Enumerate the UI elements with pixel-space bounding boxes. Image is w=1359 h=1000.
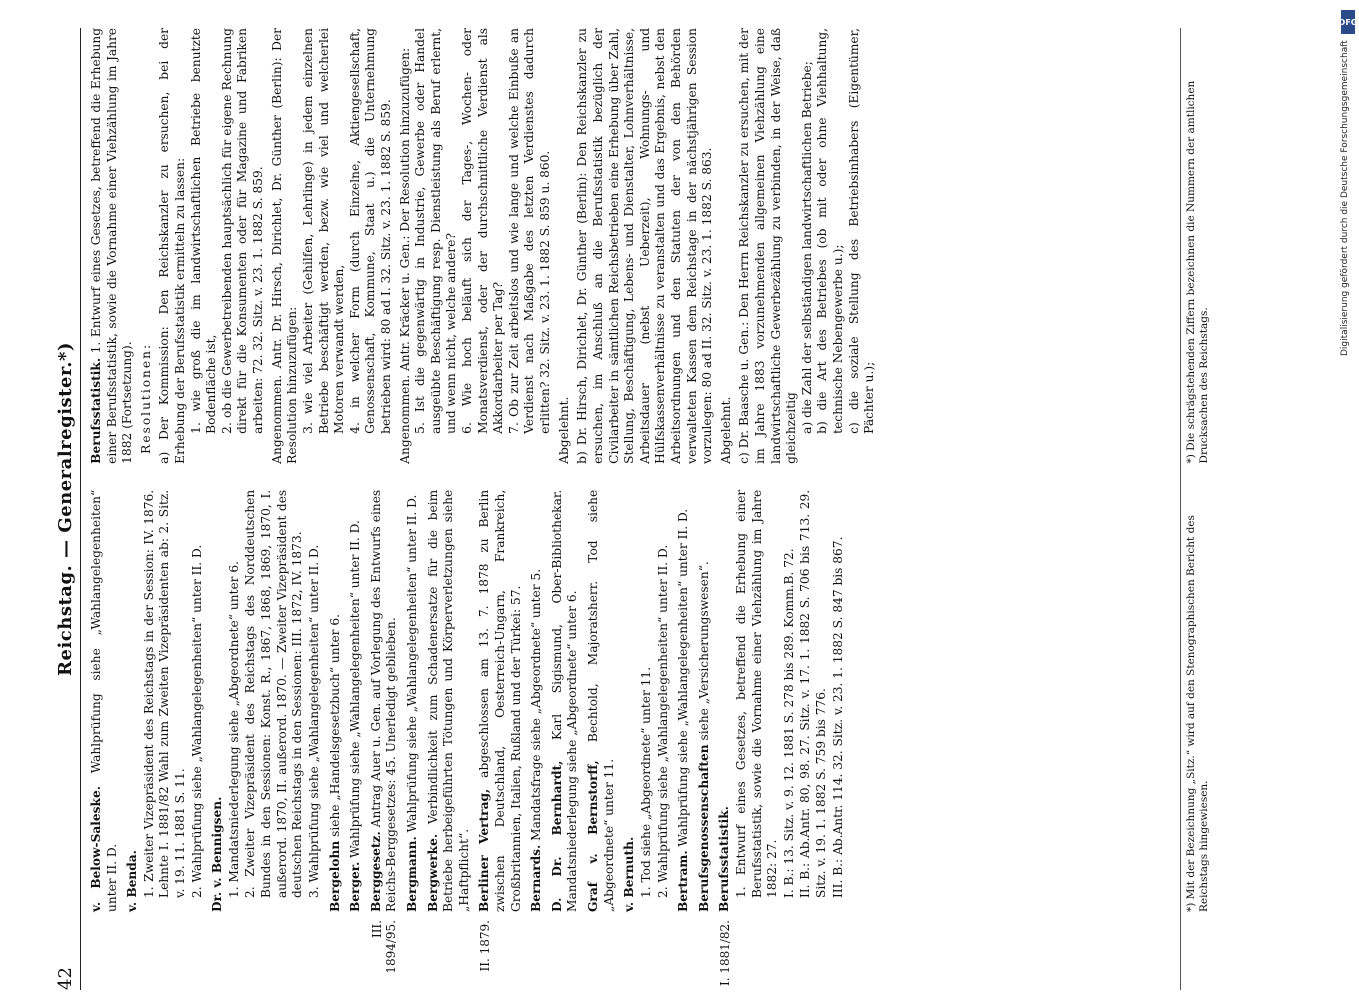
- entry-subitem: 6. Wie hoch beläuft sich der Tages-, Wochen- oder Monatsverdienst, oder der durchschnittliche Verdienst als Akkordarbeiter per Tag?: [460, 28, 506, 434]
- entry-body: [697, 490, 713, 912]
- entry-text: Antrag Auer u. Gen. auf Vorlegung des Entwurfs eines Reichs-Berggesetzes: 45. Unerledigt geblieben.: [368, 489, 399, 912]
- entry-text: Angenommen. Antr. Dr. Hirsch, Dirichlet, Dr. Günther (Berlin): Der Resolution hinzuzufügen:: [269, 28, 300, 464]
- register-entry: [676, 490, 692, 990]
- entry-text: siehe „Handelsgesetzbuch“ unter 6.: [327, 613, 342, 837]
- entry-text: Wahlprüfung siehe „Wahlangelegenheiten“ unter II. D.: [348, 520, 363, 858]
- entry-text: Abgelehnt.: [718, 396, 733, 464]
- entry-heading: D. Dr. Bernhardt,: [549, 760, 564, 912]
- entry-body: [586, 490, 617, 912]
- footnote-right: *) Die schrägstehenden Ziffern bezeichnen die Nummern der amtlichen Drucksachen des Reichstags.: [1185, 80, 1210, 464]
- entry-heading: v. Bernuth.: [622, 836, 637, 912]
- entry-text: Resolutionen:: [138, 342, 153, 454]
- register-entry: [328, 490, 344, 990]
- session-margin-note: III. 1894/95.: [369, 920, 398, 974]
- register-entry: [529, 490, 545, 990]
- entry-body: [529, 490, 545, 912]
- entry-subitem: 7. Ob zur Zeit arbeitslos und wie lange und welche Einbuße an Verdienst nach Maßgabe des letzten Verdienstes dadurch erlitten? 32. Sitz. v. 23. 1. 1882 S. 859 u. 860.: [506, 28, 553, 434]
- entry-subitem: 1. wie groß die im landwirtschaftlichen Betriebe benutzte Bodenfläche ist,: [188, 28, 219, 434]
- entry-subitem: 2. ob die Gewerbetreibenden hauptsächlich für eigene Rechnung direkt für die Konsumenten oder für Magazine und Fabriken arbeiten: 72. 32. Sitz. v. 23. 1. 1882 S. 859.: [219, 28, 266, 434]
- session-margin-note: I. 1881/82.: [718, 920, 733, 987]
- entry-text: Wahlprüfung siehe „Wahlangelegenheiten“ unter II. D.: [404, 494, 419, 833]
- entry-subitem: 1. Mandatsniederlegung siehe „Abgeordnete“ unter 6.: [226, 560, 241, 898]
- entry-subitem: 2. Wahlprüfung siehe „Wahlangelegenheiten“ unter II. D.: [189, 544, 204, 898]
- register-entry: [575, 28, 715, 464]
- right-column: [89, 28, 1149, 476]
- entry-body: [477, 490, 524, 912]
- entry-heading: Bernards.: [529, 844, 544, 912]
- register-entry: [398, 28, 554, 464]
- register-entry: [737, 28, 877, 464]
- entry-text: Bechtold, Majoratsherr. Tod siehe „Abgeordnete“ unter 11.: [586, 489, 616, 912]
- register-entry: [557, 28, 573, 464]
- entry-body: [426, 490, 473, 912]
- register-entry: [348, 490, 364, 990]
- entry-text: abgeschlossen am 13. 7. 1878 zu Berlin zwischen Deutschland, Oesterreich-Ungarn, Frankreich, Großbritannien, Italien, Rußland und der Türkei: 57.: [477, 489, 523, 912]
- entry-subitem: 5. Ist die gegenwärtig in Industrie, Gewerbe oder Handel ausgeübte Beschäftigung resp. Dienstleistung als Beruf erlernt, und wenn nicht, welche andere?: [413, 28, 459, 434]
- entry-text: a) Der Kommission: Den Reichskanzler zu ersuchen, bei der Erhebung der Berufsstatistik ermitteln zu lassen:: [157, 28, 188, 464]
- rotated-page: [45, 10, 1295, 1000]
- entry-subitem: 1. Tod siehe „Abgeordnete“ unter 11.: [638, 666, 653, 898]
- session-margin-note: II. 1879.: [478, 920, 493, 972]
- entry-heading: Berger.: [348, 861, 363, 912]
- register-entry: [405, 490, 421, 990]
- entry-subitem: 1. Zweiter Vizepräsident des Reichstags in der Session: IV. 1876. Lehnte I. 1881/82 Wahl zum Zweiten Vizepräsidenten ab: 2. Sitz. v. 19. 11. 1881 S. 11.: [141, 489, 188, 898]
- register-entry: [210, 490, 322, 990]
- entry-text: siehe „Versicherungswesen“.: [696, 561, 711, 741]
- entry-subitem: 3. wie viel Arbeiter (Gehilfen, Lehrlinge) in jedem einzelnen Betriebe beschäftigt werden, bezw. wie viel und welcherlei Motoren verwandt werden,: [300, 28, 347, 434]
- register-entry: [586, 490, 617, 990]
- two-column-body: [89, 28, 1149, 990]
- entry-heading: Berliner Vertrag,: [477, 788, 492, 912]
- entry-text: 1. Entwurf eines Gesetzes, betreffend die Erhebung einer Berufsstatistik, sowie die Vornahme einer Viehzählung im Jahre 1882 (Fortsetzung).: [89, 28, 135, 464]
- register-entry: [139, 28, 155, 454]
- page-header: [55, 28, 81, 990]
- register-entry: [270, 28, 395, 464]
- entry-heading: Berufsstatistik.: [717, 806, 732, 912]
- entry-heading: Bergwerke.: [425, 833, 440, 912]
- entry-body: [125, 490, 141, 912]
- entry-body: [328, 490, 344, 912]
- entry-body: [210, 490, 226, 912]
- entry-heading: Bergelohn: [327, 840, 342, 912]
- entry-text: c) Dr. Baasche u. Gen.: Den Herrn Reichskanzler zu ersuchen, mit der im Jahre 1883 vorzunehmenden allgemeinen Viehzählung eine landwirtschaftliche Gewerbezählung zu verbinden, in der Weise, daß gleichzeitig: [737, 28, 799, 464]
- register-entry: [369, 490, 400, 990]
- entry-heading: Berggesetz.: [368, 831, 383, 912]
- entry-subitem: 1. Entwurf eines Gesetzes, betreffend die Erhebung einer Berufsstatistik, sowie die Vornahme einer Viehzählung im Jahre 1882: 27.: [733, 489, 780, 898]
- register-entry: [477, 490, 524, 990]
- entry-heading: Dr. v. Bennigsen.: [210, 796, 225, 912]
- entry-subitem: 4. in welcher Form (durch Einzelne, Aktiengesellschaft, Genossenschaft, Kommune, Staat u.) die Unternehmung betrieben wird: 80 ad I. 32. Sitz. v. 23. 1. 1882 S. 859.: [347, 28, 393, 434]
- entry-heading: v. Benda.: [125, 850, 140, 912]
- entry-heading: v. Below-Saleske.: [89, 786, 103, 912]
- stamp-text: Digitalisierung gefördert durch die Deutsche Forschungsgemeinschaft: [1340, 40, 1350, 356]
- entry-text: Verbindlichkeit zum Schadenersatze für die beim Betriebe herbeigeführten Tötungen und Körperverletzungen siehe „Haftpflicht“.: [425, 489, 471, 912]
- register-entry: [89, 28, 136, 464]
- entry-body: [550, 490, 581, 912]
- entry-text: Angenommen. Antr. Kräcker u. Gen.: Der Resolution hinzuzufügen:: [397, 47, 412, 464]
- register-entry: [622, 490, 671, 990]
- entry-text: Wahlprüfung siehe „Wahlangelegenheiten“ unter II. D.: [676, 508, 691, 847]
- footnotes: [1180, 28, 1210, 990]
- register-entry: [125, 490, 205, 990]
- entry-text: Wahlprüfung siehe „Wahlangelegenheiten“ unter II. D.: [89, 489, 119, 912]
- entry-subitem: 3. Wahlprüfung siehe „Wahlangelegenheiten“ unter II. D.: [306, 544, 321, 898]
- entry-body: [622, 490, 638, 912]
- entry-subitem: c) die soziale Stellung des Betriebsinhabers (Eigentümer, Pächter u.);: [846, 28, 877, 434]
- entry-subitem: I. B.: 13. Sitz. v. 9. 12. 1881 S. 278 bis 289. Komm.B. 72.: [781, 548, 796, 898]
- entry-subitem: a) die Zahl der selbständigen landwirtschaftlichen Betriebe;: [799, 61, 814, 434]
- register-entry: [157, 28, 266, 464]
- entry-body: [89, 490, 120, 912]
- entry-body: [405, 490, 421, 912]
- register-entry: [550, 490, 581, 990]
- dfg-logo-icon: DFG: [1341, 10, 1355, 34]
- page-number: 42: [55, 967, 76, 990]
- entry-subitem: III. B.: Ab.Antr. 114. 32. Sitz. v. 23. 1. 1882 S. 847 bis 867.: [830, 536, 845, 898]
- entry-heading: Bergmann.: [404, 836, 419, 912]
- entry-text: Karl Sigismund, Ober-Bibliothekar. Mandatsniederlegung siehe „Abgeordnete“ unter 6.: [549, 489, 580, 912]
- digitization-stamp: [1340, 10, 1356, 990]
- entry-body: [348, 490, 364, 912]
- register-entry: [717, 490, 846, 990]
- entry-subitem: 2. Zweiter Vizepräsident des Reichstags des Norddeutschen Bundes in den Sessionen: Konst. R., 1867, 1868, 1869, 1870, I. außerord. 1870, II. außerord. 1870. — Zweiter Vizepräsident des deutschen Reichstags in den Sessionen: III. 1872, IV. 1873.: [243, 489, 305, 898]
- footnote-left: *) Mit der Bezeichnung „Sitz.“ wird auf den Stenographischen Bericht des Reichstags hingewiesen.: [1185, 515, 1210, 912]
- register-entry: [697, 490, 713, 990]
- entry-body: [717, 490, 733, 912]
- register-entry: [89, 490, 120, 990]
- running-head: Reichstag. — Generalregister.*): [55, 342, 76, 676]
- left-column: [89, 490, 1149, 990]
- entry-text: Mandatsfrage siehe „Abgeordnete“ unter 5.: [529, 568, 544, 841]
- register-entry: [426, 490, 473, 990]
- register-entry: [719, 28, 735, 464]
- entry-text: Abgelehnt.: [556, 396, 571, 464]
- entry-text: b) Dr. Hirsch, Dirichlet, Dr. Günther (Berlin): Den Reichskanzler zu ersuchen, im Anschluß an die Berufsstatistik bezüglich der Civilarbeiter in sämtlichen Reichsbetrieben eine Erhebung über Zahl, Stellung, Beschäftigung, Lebens- und Dienstalter, Lohnverhältnisse, Arbeitsdauer (nebst Ueberzeit), Wohnungs- und Hülfskassenverhältnisse zu veranstalten und das Ergebnis, nebst den Arbeitsordnungen und den Statuten der von den Behörden verwalteten Kassen dem Reichstage in der nächstjährigen Session vorzulegen: 80 ad II. 32. Sitz. v. 23. 1. 1882 S. 863.: [575, 28, 715, 464]
- entry-heading: Berufsstatistik.: [89, 357, 103, 464]
- entry-heading: Bertram.: [676, 850, 691, 912]
- entry-heading: Berufsgenossenschaften: [696, 744, 711, 912]
- entry-body: [369, 490, 400, 912]
- entry-heading: Graf v. Bernstorff,: [586, 760, 601, 912]
- entry-subitem: 2. Wahlprüfung siehe „Wahlangelegenheiten“ unter II. D.: [655, 544, 670, 898]
- entry-subitem: II. B.: Ab.Antr. 80, 98. 27. Sitz. v. 17. 1. 1882 S. 706 bis 713. 29. Sitz. v. 19. 1. 1882 S. 759 bis 776.: [798, 489, 828, 898]
- entry-subitem: b) die Art des Betriebes (ob mit oder ohne Viehhaltung, technische Nebengewerbe u.);: [815, 28, 846, 434]
- entry-body: [676, 490, 692, 912]
